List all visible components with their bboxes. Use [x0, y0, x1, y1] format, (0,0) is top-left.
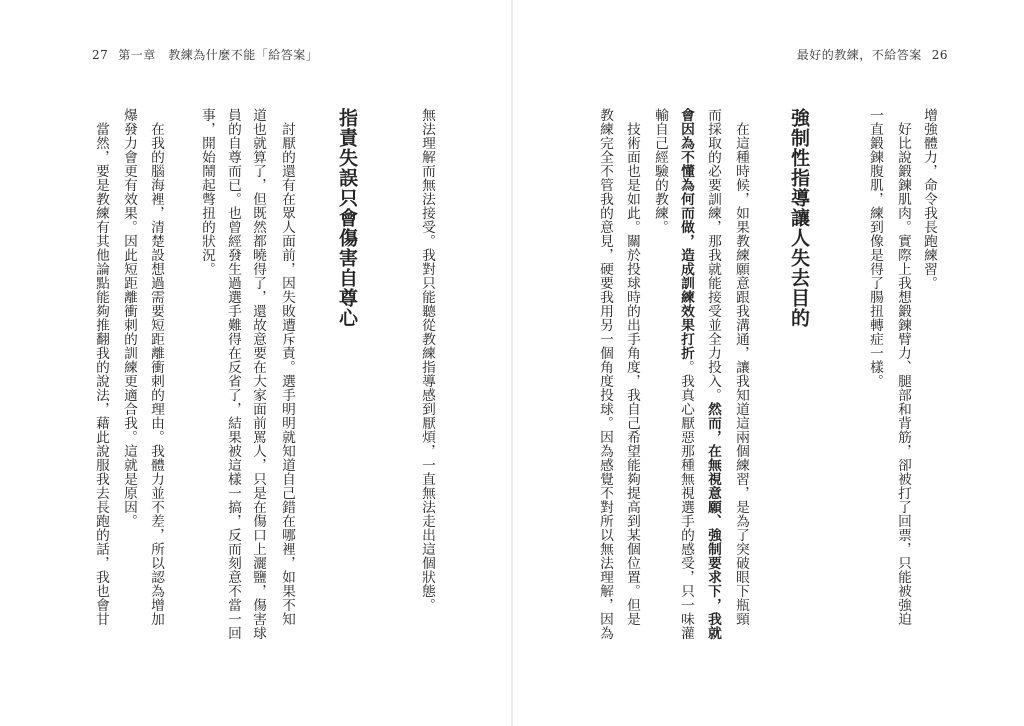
text-column: 輸自己經驗的教練。: [652, 108, 668, 234]
text-column: 在我的腦海裡，清楚設想過需要短距離衝刺的理由。我體力並不差，所以認為增加: [148, 108, 164, 626]
column-text: 。我真心厭惡那種無視選手的感受，只一味灌: [678, 360, 694, 640]
column-text: 而採取的必要訓練，那我就能接受並全力投入。: [705, 108, 721, 402]
text-column: 當然，要是教練有其他論點能夠推翻我的說法，藉此說服我去長跑的話，我也會甘: [93, 108, 109, 626]
left-chapter-title: 第一章 教練為什麼不能「給答案」: [118, 48, 319, 62]
right-page-number: 26: [931, 48, 948, 62]
left-page-number: 27: [92, 48, 109, 62]
text-column: 技術面也是如此。關於投球時的出手角度，我自己希望能夠提高到某個位置。但是: [624, 108, 640, 626]
text-column: 爆發力會更有效果。因此短距離衝刺的訓練更適合我。這就是原因。: [121, 108, 137, 528]
text-column: [675, 108, 697, 668]
text-column: 教練完全不管我的意見，硬要我用另一個角度投球。因為感覺不對所以無法理解，因為: [597, 108, 613, 640]
text-column: 好比說鍛鍊肌肉。實際上我想鍛鍊臂力、腿部和背筋，卻被打了回票，只能被強迫: [895, 108, 911, 626]
text-column: [702, 108, 724, 668]
emphasis-text: 然而，在無視意願、強制要求下，我就: [705, 402, 721, 640]
right-book-title: 最好的教練，不給答案: [796, 48, 922, 62]
right-running-header: [787, 46, 948, 63]
text-column: 無法理解而無法接受。我對只能聽從教練指導感到厭煩，一直無法走出這個狀態。: [419, 108, 435, 612]
emphasis-text: 會因為不懂為何而做，造成訓練效果打折: [678, 108, 694, 360]
section-heading: 強制性指導讓人失去目的: [788, 108, 810, 328]
text-column: 討厭的還有在眾人面前，因失敗遭斥責。選手明明就知道自己錯在哪裡，如果不知: [279, 108, 295, 626]
text-column: 一直鍛鍊腹肌，練到像是得了腸扭轉症一樣。: [867, 108, 883, 388]
text-column: 在這種時候，如果教練願意跟我溝通，讓我知道這兩個練習，是為了突破眼下瓶頸: [733, 108, 749, 626]
text-column: 員的自尊而已。也曾經發生過選手難得在反省了，結果被這樣一搞，反而刻意不當一回: [225, 108, 241, 640]
text-column: 事，開始鬧起彆扭的狀況。: [199, 108, 215, 276]
text-column: 增強體力，命令我長跑練習。: [921, 108, 937, 290]
text-column: 道也就算了，但既然都曉得了，還故意要在大家面前罵人，只是在傷口上灑鹽，傷害球: [250, 108, 266, 640]
left-running-header: [92, 46, 328, 63]
section-heading: 指責失誤只會傷害自尊心: [336, 108, 358, 328]
right-page: [512, 0, 1024, 726]
